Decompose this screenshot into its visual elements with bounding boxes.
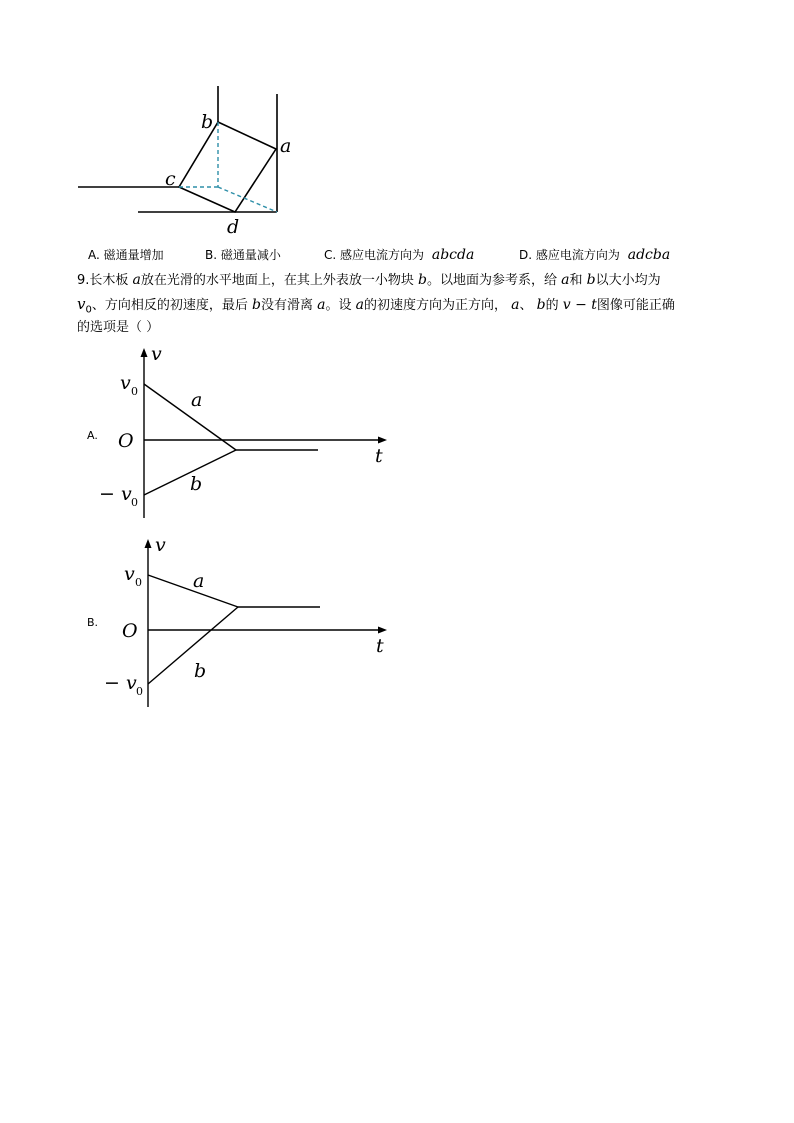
v-axis-arrow [141, 348, 148, 357]
q9-var: v [77, 295, 86, 313]
option-letter: B. [205, 248, 218, 262]
q9-text: 。设 [325, 298, 356, 313]
t-axis-label: t [375, 445, 383, 467]
question-number: 9. [77, 273, 90, 288]
line-a-label: a [191, 389, 203, 411]
q9-var: v − t [562, 297, 597, 313]
q9-var: b [418, 272, 428, 288]
q9-text: 图像可能正确 [596, 298, 675, 313]
t-axis-label: t [376, 635, 384, 657]
line-b-label: b [190, 473, 203, 495]
option-letter: D. [519, 248, 533, 262]
q9-text: 、 [519, 298, 537, 313]
t-axis-arrow [378, 437, 387, 444]
q9-text: 放在光滑的水平地面上，在其上外表放一小物块 [140, 273, 419, 288]
label-d: d [227, 216, 240, 238]
q9-text: 没有滑离 [260, 298, 318, 313]
q9-var: a [511, 297, 520, 313]
option-letter: A. [88, 248, 100, 262]
option-a-q8[interactable] [88, 246, 164, 263]
option-text: 感应电流方向为 [340, 248, 425, 262]
v0-subscript: 0 [131, 385, 138, 398]
v-axis-label: v [151, 343, 162, 365]
v-axis-arrow [145, 539, 152, 548]
option-italic: abcda [431, 247, 475, 263]
square-loop [179, 122, 276, 212]
neg-v0-subscript: 0 [131, 496, 138, 509]
v-axis-label: v [155, 534, 166, 556]
v0-label: v [120, 372, 131, 394]
neg-v0-subscript: 0 [136, 685, 143, 698]
option-letter: C. [324, 248, 337, 262]
q9-var: b [586, 272, 596, 288]
v0-subscript: 0 [135, 576, 142, 589]
v0-label: v [124, 563, 135, 585]
label-a: a [280, 135, 292, 157]
q9-subscript: 0 [85, 304, 92, 316]
q9-text: 、方向相反的初速度，最后 [91, 298, 252, 313]
option-d-q8[interactable] [519, 246, 670, 263]
graph-option-b-label[interactable]: B. [87, 616, 99, 629]
q9-var: a [132, 272, 141, 288]
q9-var: a [355, 297, 364, 313]
option-text: 感应电流方向为 [535, 248, 620, 262]
q9-text: 的选项是（ ） [77, 320, 160, 335]
line-a-label: a [193, 570, 205, 592]
option-text: 磁通量增加 [103, 248, 164, 262]
line-b-label: b [194, 660, 207, 682]
q9-var: b [536, 297, 546, 313]
option-c-q8[interactable] [324, 246, 474, 263]
q9-var: a [561, 272, 570, 288]
q9-text: 的初速度方向为正方向， [363, 298, 512, 313]
q9-text: 的 [545, 298, 563, 313]
option-text: 磁通量减小 [220, 248, 281, 262]
option-b-q8[interactable] [205, 246, 281, 263]
q9-text: 长木板 [89, 273, 133, 288]
question-9-line-2 [77, 292, 675, 323]
neg-v0-label: − v [104, 672, 137, 694]
label-c: c [165, 168, 176, 190]
q9-text: 和 [569, 273, 587, 288]
line-b [148, 607, 238, 684]
question-9-line-3 [77, 316, 159, 340]
option-italic: adcba [627, 247, 671, 263]
q9-text: 。以地面为参考系，给 [427, 273, 562, 288]
t-axis-arrow [378, 627, 387, 634]
graph-option-a-label[interactable]: A. [87, 429, 98, 442]
neg-v0-label: − v [99, 483, 132, 505]
q9-var: a [317, 297, 326, 313]
vt-graph-option-a [90, 342, 400, 527]
label-b: b [201, 111, 214, 133]
vt-graph-option-b [92, 533, 402, 718]
origin-label: O [118, 430, 134, 452]
square-loop-figure [70, 80, 310, 240]
q9-text: 以大小均为 [595, 273, 661, 288]
origin-label: O [122, 620, 138, 642]
q9-var: b [252, 297, 261, 313]
question-9-line-1 [77, 268, 661, 293]
